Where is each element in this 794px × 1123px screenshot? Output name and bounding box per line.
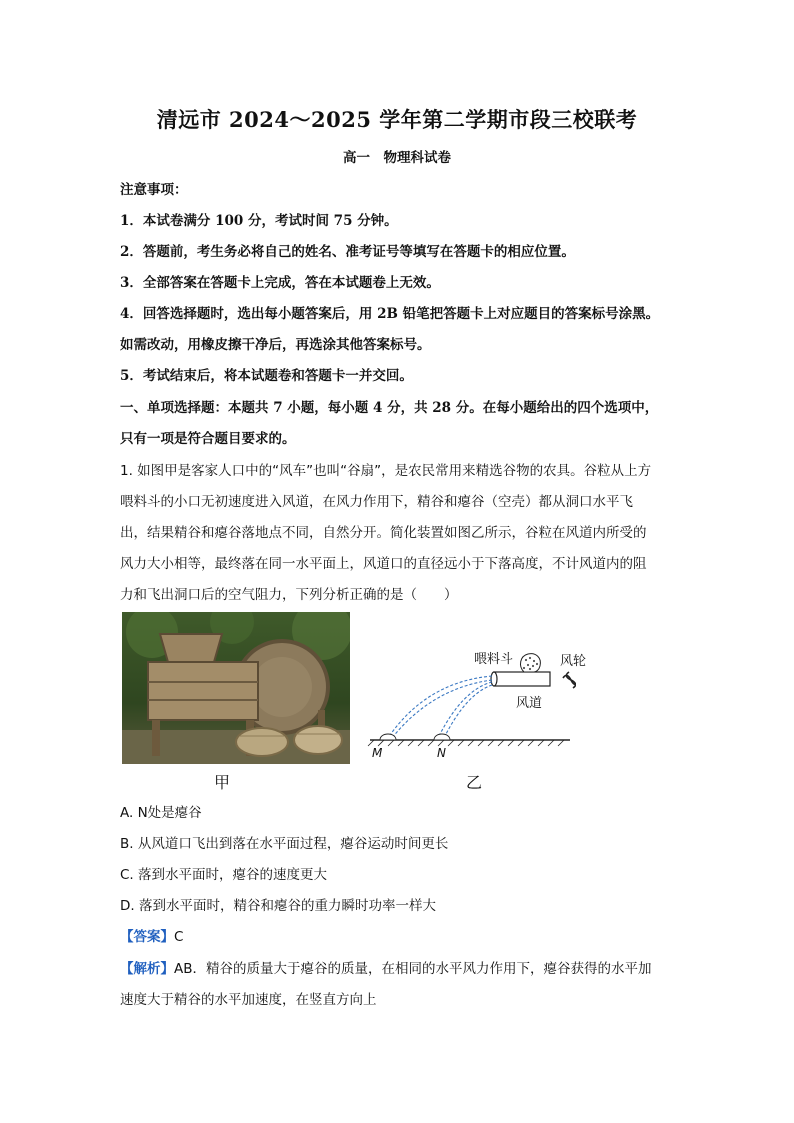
label-n: N [437, 746, 446, 760]
label-fan: 风轮 [560, 654, 587, 669]
question-text: 出，结果精谷和瘪谷落地点不同，自然分开。简化装置如图乙所示，谷粒在风道内所受的 [120, 525, 647, 541]
notice-item: 如需改动，用橡皮擦干净后，再选涂其他答案标号。 [120, 337, 431, 353]
exam-subtitle: 高一 物理科试卷 [343, 150, 451, 166]
answer-line [120, 925, 183, 945]
analysis-text: AB．精谷的质量大于瘪谷的质量，在相同的水平风力作用下，瘪谷获得的水平加 [174, 961, 652, 977]
label-duct: 风道 [516, 696, 543, 711]
analysis-line [120, 957, 652, 977]
section-heading-cont: 只有一项是符合题目要求的。 [120, 431, 296, 447]
figure-jia-caption: 甲 [214, 773, 231, 792]
winnower-photo [122, 612, 350, 764]
section-heading: 一、单项选择题：本题共 7 小题，每小题 4 分，共 28 分。在每小题给出的四个选项中， [120, 400, 659, 416]
option-b: B. 从风道口飞出到落在水平面过程，瘪谷运动时间更长 [120, 836, 449, 852]
notice-item: 5．考试结束后，将本试题卷和答题卡一并交回。 [120, 368, 413, 384]
winnower-diagram [366, 640, 576, 760]
notice-item: 1．本试卷满分 100 分，考试时间 75 分钟。 [120, 213, 398, 229]
exam-title: 清远市 2024～2025 学年第二学期市段三校联考 [156, 107, 638, 132]
option-d: D. 落到水平面时，精谷和瘪谷的重力瞬时功率一样大 [120, 898, 436, 914]
question-text: 风力大小相等，最终落在同一水平面上，风道口的直径远小于下落高度，不计风道内的阻 [120, 556, 647, 572]
notice-item: 3．全部答案在答题卡上完成，答在本试题卷上无效。 [120, 275, 440, 291]
figure-yi-caption: 乙 [466, 773, 483, 792]
question-text: 喂料斗的小口无初速度进入风道，在风力作用下，精谷和瘪谷（空壳）都从洞口水平飞 [120, 494, 633, 510]
option-c: C. 落到水平面时，瘪谷的速度更大 [120, 867, 328, 883]
analysis-text: 速度大于精谷的水平加速度，在竖直方向上 [120, 992, 377, 1008]
label-hopper: 喂料斗 [474, 652, 514, 667]
notice-heading: 注意事项： [120, 182, 188, 198]
question-text: 力和飞出洞口后的空气阻力，下列分析正确的是（ ） [120, 587, 458, 603]
label-m: M [372, 746, 383, 760]
notice-item: 2．答题前，考生务必将自己的姓名、准考证号等填写在答题卡的相应位置。 [120, 244, 575, 260]
option-a: A. N处是瘪谷 [120, 805, 202, 821]
answer-tag: 【答案】 [120, 929, 174, 945]
notice-item: 4．回答选择题时，选出每小题答案后，用 2B 铅笔把答题卡上对应题目的答案标号涂黑。 [120, 306, 660, 322]
fan-icon [563, 672, 576, 688]
answer-value: C [174, 929, 184, 945]
analysis-tag: 【解析】 [120, 961, 174, 977]
question-text: 1. 如图甲是客家人口中的“风车”也叫“谷扇”，是农民常用来精选谷物的农具。谷粒从上方 [120, 463, 652, 479]
